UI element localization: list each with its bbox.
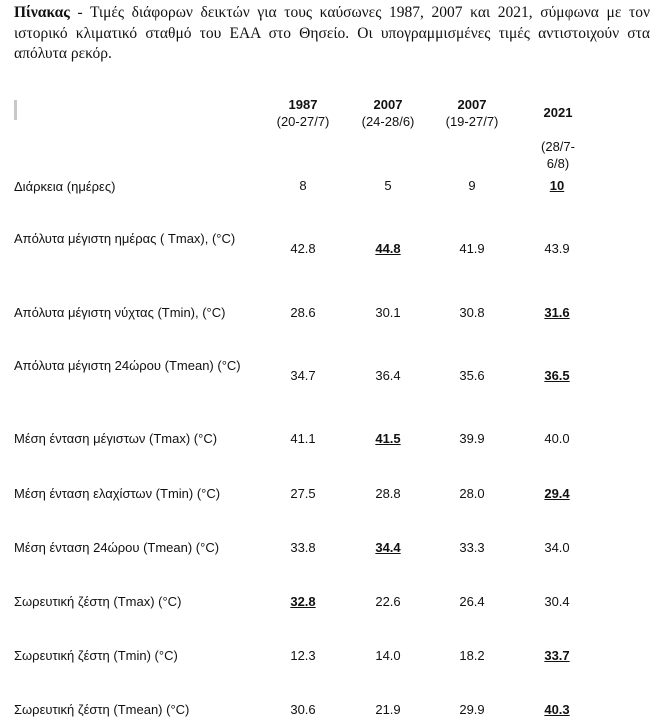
table-cell: 35.6 <box>459 368 485 383</box>
table-cell: 28.0 <box>459 486 485 501</box>
column-header-2021 <box>528 87 588 189</box>
table-cell: 26.4 <box>459 594 485 609</box>
table-cell: 9 <box>468 178 476 193</box>
table-cell: 14.0 <box>375 648 401 663</box>
table-cell: 36.4 <box>375 368 401 383</box>
row-label-mean-min: Μέση ένταση ελαχίστων (Tmin) (°C) <box>14 486 221 501</box>
column-year: 2021 <box>543 105 573 120</box>
table-cell-record: 31.6 <box>544 305 570 320</box>
table-cell: 30.1 <box>375 305 401 320</box>
column-header-2007-june <box>350 96 426 130</box>
table-cell: 34.0 <box>544 540 570 555</box>
table-cell: 33.8 <box>290 540 316 555</box>
table-cell-record: 36.5 <box>544 368 570 383</box>
table-cell: 18.2 <box>459 648 485 663</box>
table-caption <box>14 3 650 65</box>
table-cell: 42.8 <box>290 241 316 256</box>
table-cell: 5 <box>384 178 392 193</box>
table-cell-record: 40.3 <box>544 702 570 717</box>
table-cell: 22.6 <box>375 594 401 609</box>
table-cell: 12.3 <box>290 648 316 663</box>
column-year: 1987 <box>288 97 318 112</box>
row-label-cumulative-max: Σωρευτική ζέστη (Tmax) (°C) <box>14 594 182 609</box>
column-range: (24-28/6) <box>361 114 415 129</box>
table-cell-record: 10 <box>549 178 565 193</box>
column-header-2007-july <box>434 96 510 130</box>
table-cell: 30.4 <box>544 594 570 609</box>
table-cell: 28.8 <box>375 486 401 501</box>
caption-text: - Τιμές διάφορων δεικτών για τους καύσωνες 1987, 2007 και 2021, σύμφωνα με τον ιστορικό κλιματικό σταθμό του ΕΑΑ στο Θησείο. Οι υπογραμμισμένες τιμές αντιστοιχούν στα απόλυτα ρεκόρ. <box>14 4 650 62</box>
table-cell: 27.5 <box>290 486 316 501</box>
row-label-cumulative-mean: Σωρευτική ζέστη (Tmean) (°C) <box>14 702 190 717</box>
row-label-mean-max: Μέση ένταση μέγιστων (Tmax) (°C) <box>14 431 218 446</box>
caption-lead: Πίνακας <box>14 4 70 21</box>
table-cell: 21.9 <box>375 702 401 717</box>
column-range: (20-27/7) <box>276 114 330 129</box>
column-year: 2007 <box>373 97 403 112</box>
table-cell: 8 <box>299 178 307 193</box>
table-cell: 39.9 <box>459 431 485 446</box>
table-cell: 28.6 <box>290 305 316 320</box>
table-cell: 30.6 <box>290 702 316 717</box>
row-label-abs-max-night: Απόλυτα μέγιστη νύχτας (Tmin), (°C) <box>14 305 226 320</box>
table-cell: 41.9 <box>459 241 485 256</box>
table-cell: 33.3 <box>459 540 485 555</box>
table-cell-record: 41.5 <box>375 431 401 446</box>
row-label-abs-max-24h: Απόλυτα μέγιστη 24ώρου (Tmean) (°C) <box>14 358 241 373</box>
column-range: (28/7- 6/8) <box>541 139 575 171</box>
table-cell-record: 33.7 <box>544 648 570 663</box>
table-cell-record: 32.8 <box>290 594 316 609</box>
column-header-1987 <box>265 96 341 130</box>
table-cell-record: 34.4 <box>375 540 401 555</box>
table-cell-record: 44.8 <box>375 241 401 256</box>
table-cell: 41.1 <box>290 431 316 446</box>
table-cell: 43.9 <box>544 241 570 256</box>
table-cell-record: 29.4 <box>544 486 570 501</box>
table-cell: 40.0 <box>544 431 570 446</box>
column-range: (19-27/7) <box>445 114 499 129</box>
table-cell: 29.9 <box>459 702 485 717</box>
row-label-abs-max-day: Απόλυτα μέγιστη ημέρας ( Tmax), (°C) <box>14 231 236 246</box>
row-label-duration: Διάρκεια (ημέρες) <box>14 179 116 194</box>
row-label-mean-24h: Μέση ένταση 24ώρου (Tmean) (°C) <box>14 540 220 555</box>
row-label-cumulative-min: Σωρευτική ζέστη (Tmin) (°C) <box>14 648 178 663</box>
table-cell: 30.8 <box>459 305 485 320</box>
column-year: 2007 <box>457 97 487 112</box>
table-cell: 34.7 <box>290 368 316 383</box>
text-cursor-marker <box>14 100 17 120</box>
